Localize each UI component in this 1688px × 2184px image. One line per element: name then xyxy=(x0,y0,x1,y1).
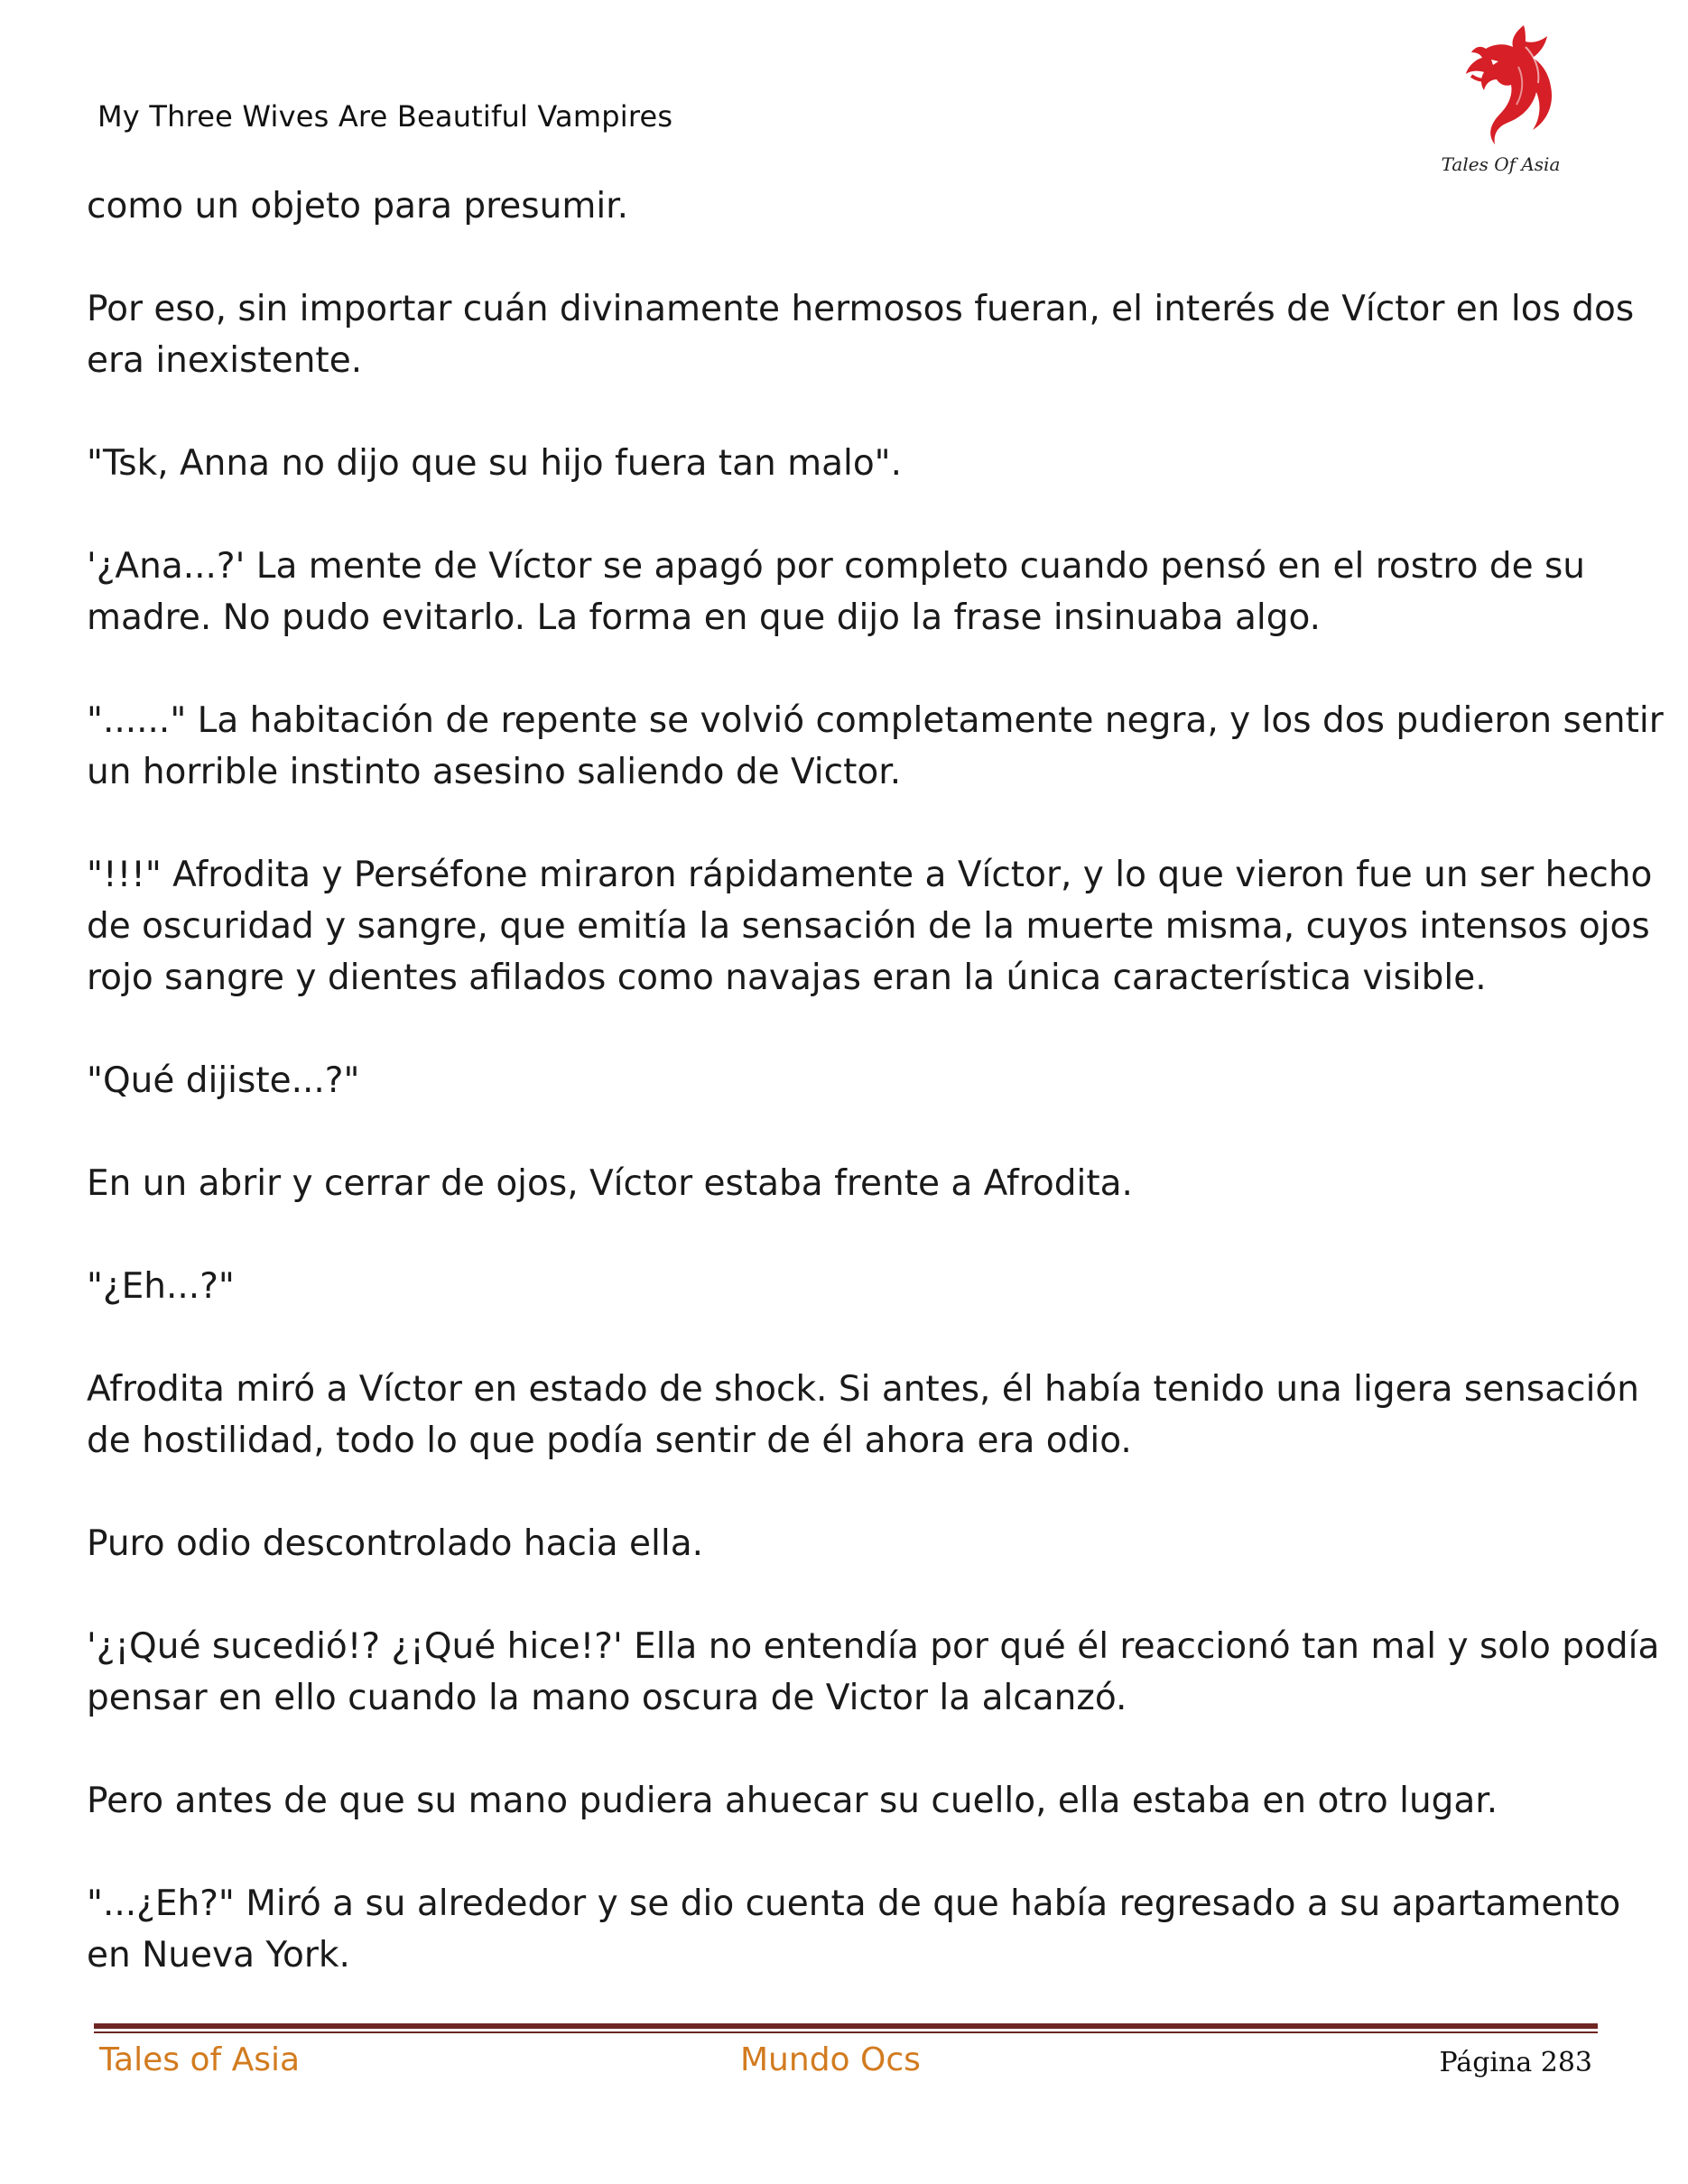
paragraph xyxy=(87,695,1664,798)
paragraph-line: '¿¡Qué sucedió!? ¿¡Qué hice!?' Ella no entendía por qué él reaccionó tan mal y solo podía xyxy=(87,1626,1660,1667)
paragraph-line: como un objeto para presumir. xyxy=(87,186,629,227)
chapter-body xyxy=(87,180,1664,2032)
tales-of-asia-logo xyxy=(1435,20,1566,182)
paragraph-line: era inexistente. xyxy=(87,340,363,381)
paragraph xyxy=(87,1364,1639,1467)
paragraph-line: de oscuridad y sangre, que emitía la sensación de la muerte misma, cuyos intensos ojos xyxy=(87,906,1650,947)
paragraph-line: '¿Ana...?' La mente de Víctor se apagó por completo cuando pensó en el rostro de su xyxy=(87,546,1586,587)
paragraph xyxy=(87,849,1653,1004)
paragraph xyxy=(87,180,1621,232)
paragraph-line: en Nueva York. xyxy=(87,1935,350,1976)
paragraph-line: "......" La habitación de repente se volvió completamente negra, y los dos pudieron sentir xyxy=(87,700,1664,741)
paragraph xyxy=(87,1775,1621,1827)
paragraph xyxy=(87,1878,1621,1981)
dragon-icon xyxy=(1435,20,1566,155)
paragraph xyxy=(87,1621,1660,1724)
document-header-title: My Three Wives Are Beautiful Vampires xyxy=(97,99,673,134)
paragraph-line: Pero antes de que su mano pudiera ahuecar su cuello, ella estaba en otro lugar. xyxy=(87,1781,1498,1821)
paragraph-line: pensar en ello cuando la mano oscura de Victor la alcanzó. xyxy=(87,1678,1127,1718)
paragraph-line: Afrodita miró a Víctor en estado de shock. Si antes, él había tenido una ligera sensación xyxy=(87,1369,1639,1410)
paragraph-line: En un abrir y cerrar de ojos, Víctor estaba frente a Afrodita. xyxy=(87,1163,1133,1204)
paragraph xyxy=(87,541,1621,643)
logo-text: Tales Of Asia xyxy=(1441,153,1561,175)
paragraph-line: un horrible instinto asesino saliendo de Victor. xyxy=(87,752,902,792)
paragraph xyxy=(87,1055,1621,1106)
footer-divider xyxy=(94,2023,1598,2034)
paragraph-line: madre. No pudo evitarlo. La forma en que dijo la frase insinuaba algo. xyxy=(87,597,1322,638)
paragraph xyxy=(87,438,1621,489)
footer-series: Mundo Ocs xyxy=(740,2041,921,2078)
paragraph-line: Por eso, sin importar cuán divinamente hermosos fueran, el interés de Víctor en los dos xyxy=(87,289,1635,329)
paragraph-line: "Qué dijiste...?" xyxy=(87,1060,360,1101)
paragraph xyxy=(87,1261,1621,1312)
footer-publisher: Tales of Asia xyxy=(99,2041,301,2078)
paragraph-line: "¿Eh...?" xyxy=(87,1266,235,1307)
paragraph-line: Puro odio descontrolado hacia ella. xyxy=(87,1523,704,1564)
paragraph xyxy=(87,283,1635,386)
paragraph-line: de hostilidad, todo lo que podía sentir de él ahora era odio. xyxy=(87,1421,1132,1461)
paragraph-line: rojo sangre y dientes afilados como navajas eran la única característica visible. xyxy=(87,958,1487,998)
paragraph-line: "Tsk, Anna no dijo que su hijo fuera tan malo". xyxy=(87,443,903,484)
footer-page-number: Página 283 xyxy=(1439,2047,1592,2078)
paragraph-line: "...¿Eh?" Miró a su alrededor y se dio cuenta de que había regresado a su apartamento xyxy=(87,1883,1621,1924)
paragraph-line: "!!!" Afrodita y Perséfone miraron rápidamente a Víctor, y lo que vieron fue un ser hecho xyxy=(87,855,1653,895)
paragraph xyxy=(87,1518,1621,1569)
paragraph xyxy=(87,1158,1621,1209)
